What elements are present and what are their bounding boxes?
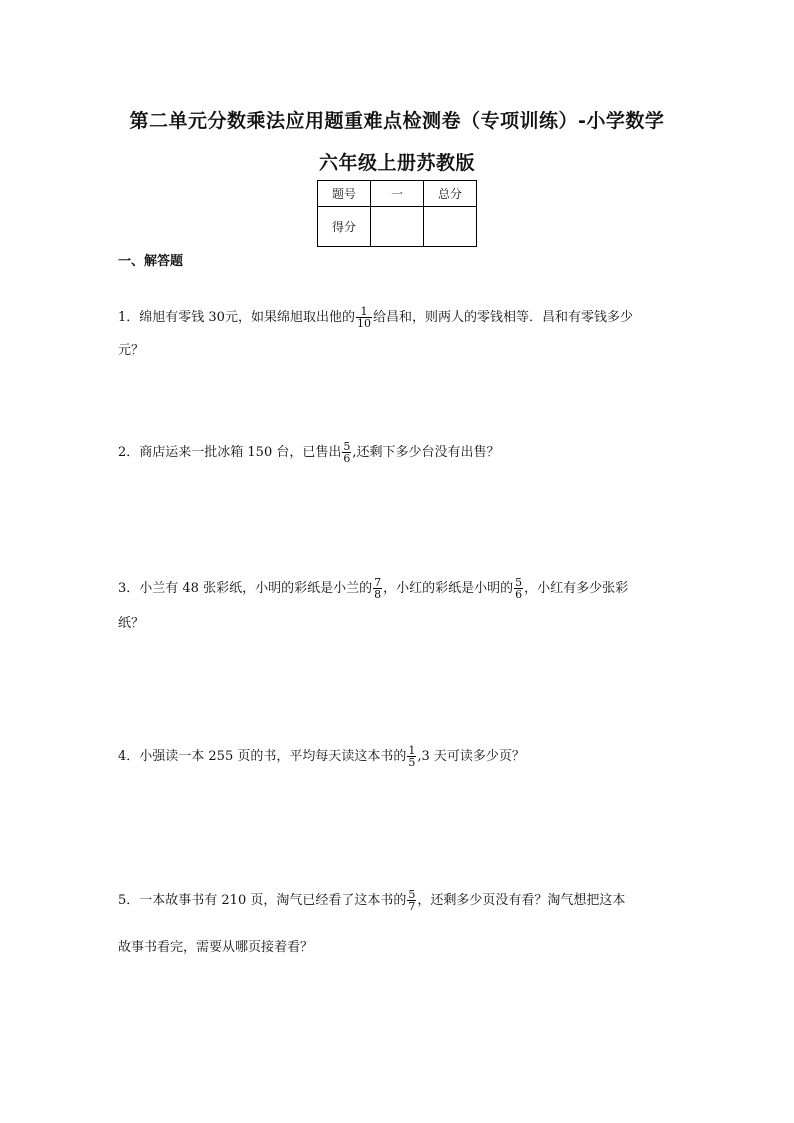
question-text: ，小红有多少张彩	[524, 581, 629, 596]
fraction	[514, 577, 523, 600]
fraction	[342, 441, 351, 464]
question-text: 1．绵旭有零钱 30元，如果绵旭取出他的	[118, 310, 355, 325]
fraction-numerator: 1	[408, 744, 416, 757]
question-line: 元？	[118, 343, 145, 358]
question-line	[118, 306, 678, 329]
score-header-cell: 题号	[318, 181, 371, 207]
fraction-denominator: 5	[408, 756, 416, 769]
question-text: ,还剩下多少台没有出售？	[352, 445, 500, 460]
question-text: ，还剩多少页没有看？淘气想把这本	[417, 893, 626, 908]
question-line	[118, 441, 678, 464]
fraction	[356, 306, 372, 329]
question-2	[118, 441, 678, 464]
question-5	[118, 889, 678, 955]
fraction-numerator: 1	[360, 305, 368, 318]
score-header-cell: 一	[371, 181, 424, 207]
question-line	[118, 745, 678, 768]
score-row-label: 得分	[318, 207, 371, 247]
fraction-numerator: 7	[374, 576, 382, 589]
question-text: 2．商店运来一批冰箱 150 台，已售出	[118, 445, 342, 460]
score-entry-cell[interactable]	[371, 207, 424, 247]
fraction-numerator: 5	[343, 440, 351, 453]
question-3	[118, 577, 678, 631]
question-line: 纸？	[118, 616, 145, 631]
section-heading: 一、解答题	[118, 254, 184, 269]
question-line: 故事书看完，需要从哪页接着看？	[118, 940, 314, 955]
question-text: 给昌和，则两人的零钱相等．昌和有零钱多少	[372, 310, 633, 325]
fraction-numerator: 5	[408, 888, 416, 901]
question-1	[118, 306, 678, 358]
question-text: 5．一本故事书有 210 页，淘气已经看了这本书的	[118, 893, 407, 908]
fraction-denominator: 8	[374, 588, 382, 601]
question-text: ，小红的彩纸是小明的	[383, 581, 514, 596]
question-text: ,3 天可读多少页？	[417, 749, 525, 764]
fraction	[407, 889, 416, 912]
page-title: 第二单元分数乘法应用题重难点检测卷（专项训练）-小学数学	[129, 110, 665, 132]
page-subtitle: 六年级上册苏教版	[318, 152, 475, 174]
fraction-denominator: 7	[408, 900, 416, 913]
question-text: 3．小兰有 48 张彩纸，小明的彩纸是小兰的	[118, 581, 373, 596]
question-text: 4．小强读一本 255 页的书，平均每天读这本书的	[118, 749, 407, 764]
question-line	[118, 889, 678, 912]
question-4	[118, 745, 678, 768]
fraction-denominator: 6	[343, 452, 351, 465]
fraction-denominator: 10	[356, 317, 371, 330]
fraction-numerator: 5	[515, 576, 523, 589]
fraction	[407, 745, 416, 768]
score-header-cell: 总分	[424, 181, 477, 207]
fraction	[373, 577, 382, 600]
fraction-denominator: 6	[515, 588, 523, 601]
score-entry-cell[interactable]	[424, 207, 477, 247]
score-table	[317, 180, 477, 247]
question-line	[118, 577, 678, 600]
